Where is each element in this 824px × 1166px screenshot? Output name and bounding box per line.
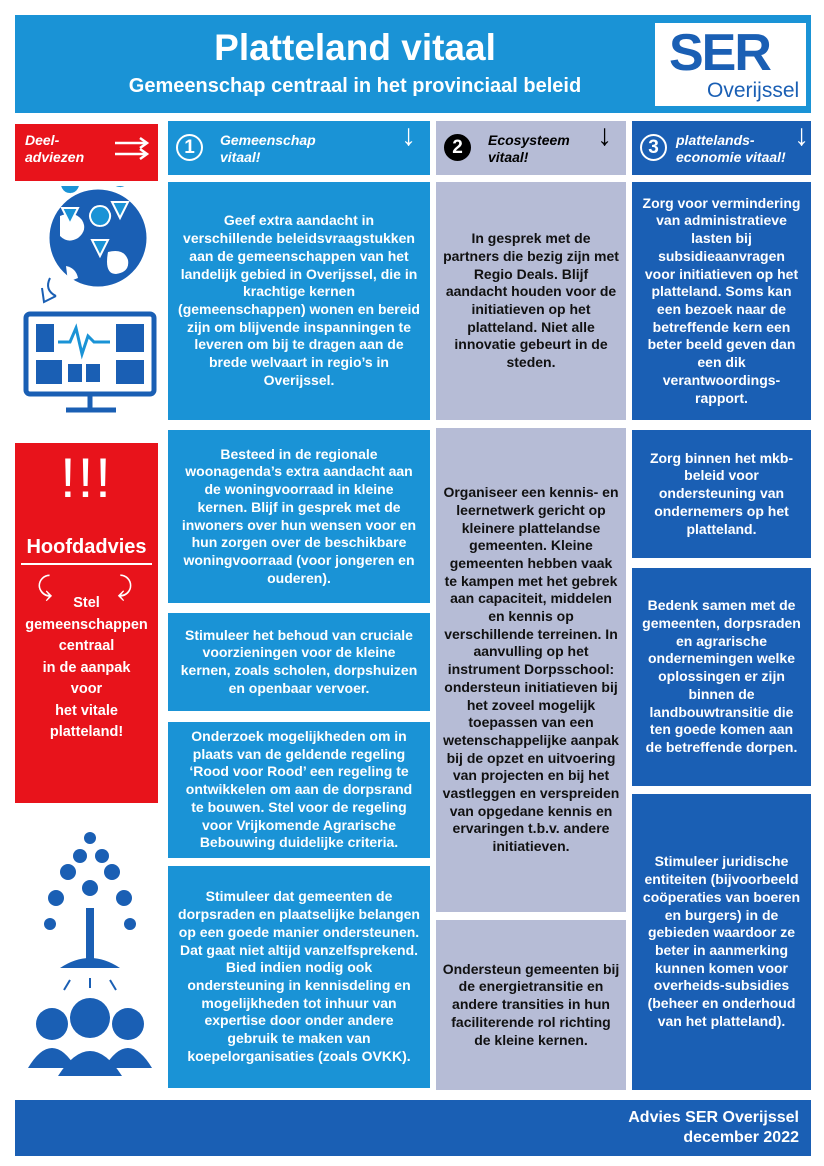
ser-logo xyxy=(655,23,806,106)
arrow-down-icon: ↓ xyxy=(794,119,809,152)
arrow-down-icon: ↓ xyxy=(597,119,612,152)
curved-arrow-left-icon: ⤹ xyxy=(37,571,53,601)
column-header-2 xyxy=(436,121,626,175)
divider xyxy=(21,563,152,565)
advice-box-col1-3: Stimuleer het behoud van cruciale voorzieningen voor de kleine kernen, zoals scholen, dorpshuizen en openbaar vervoer. xyxy=(168,613,430,711)
column-number-1: 1 xyxy=(176,134,203,161)
advice-box-col3-2: Zorg binnen het mkb-beleid voor ondersteuning van ondernemers op het platteland. xyxy=(632,430,811,558)
column-header-1 xyxy=(168,121,430,175)
column-label-1: Gemeenschap vitaal! xyxy=(220,132,316,165)
arrow-down-icon: ↓ xyxy=(401,119,416,152)
advice-box-col2-3: Ondersteun gemeenten bij de energietransitie en andere transities in hun faciliterende rol richting de kleine kernen. xyxy=(436,920,626,1090)
hoofdadvies-panel xyxy=(15,443,158,803)
advice-box-col3-4: Stimuleer juridische entiteiten (bijvoorbeeld coöperaties van boeren en burgers) in de gebieden waardoor ze beter in aanmerking kunnen komen voor overheids-subsidies (beheer en onderhoud van het platteland). xyxy=(632,794,811,1090)
hoofdadvies-title: Hoofdadvies xyxy=(26,536,147,558)
advice-box-col3-1: Zorg voor vermindering van administratieve lasten bij subsidieaanvragen voor initiatieven op het platteland. Soms kan een bezoek naar de betreffende kern een beter beeld geven dan een dik verantwoordings-rapport. xyxy=(632,182,811,420)
advice-box-col2-2: Organiseer een kennis- en leernetwerk gericht op kleinere plattelandse gemeenten. Kleine gemeenten hebben vaak te kampen met het gebrek aan capaciteit, middelen en kennis op verschillende terreinen. In aanvulling op het instrument Dorpsschool: ondersteun initiatieven bij het zoveel mogelijk toepassen van een wetenschappelijke aanpak bij de opzet en uitvoering van projecten en bij het vastleggen en verspreiden van opgedane kennis en ervaringen t.b.v. andere initiatieven. xyxy=(436,428,626,912)
deeladviezen-label xyxy=(15,124,158,181)
advice-box-col1-5: Stimuleer dat gemeenten de dorpsraden en plaatselijke belangen op een goede manier ondersteunen. Dat gaat niet altijd vanzelfsprekend. Bied indien nodig ook ondersteuning in kennisdeling en mogelijkheden tot inhuur van expertise door onder andere gebruik te maken van koepelorganisaties (zoals OVKK). xyxy=(168,866,430,1088)
deeladviezen-line2: adviezen xyxy=(25,149,85,165)
advice-box-col1-1: Geef extra aandacht in verschillende beleidsvraagstukken aan de gemeenschappen van het landelijk gebied in Overijssel, die in krachtige kernen (gemeenschappen) wonen en bereid zijn om blijvende inspanningen te leveren om bij te dragen aan de brede welvaart in regio’s in Overijssel. xyxy=(168,182,430,420)
globe-dashboard-icon xyxy=(20,186,160,416)
hoofdadvies-text: Stel gemeenschappen centraal in de aanpak voor het vitale platteland! xyxy=(25,595,148,740)
exclamation-icon: !!! xyxy=(60,446,113,509)
advice-box-col2-1: In gesprek met de partners die bezig zijn met Regio Deals. Blijf aandacht houden voor de initiatieven op het platteland. Niet alle innovatie gebeurt in de steden. xyxy=(436,182,626,420)
page-title: Platteland vitaal xyxy=(214,27,496,68)
double-arrow-right-icon xyxy=(113,136,151,160)
footer-banner xyxy=(15,1100,811,1156)
footer-line2: december 2022 xyxy=(683,1129,799,1146)
column-label-2: Ecosysteem vitaal! xyxy=(488,132,570,165)
deeladviezen-line1: Deel- xyxy=(25,132,60,148)
community-tree-icon xyxy=(20,828,160,1078)
column-label-3: plattelands- economie vitaal! xyxy=(676,132,786,165)
footer-line1: Advies SER Overijssel xyxy=(628,1109,799,1126)
advice-box-col1-2: Besteed in de regionale woonagenda’s extra aandacht aan de woningvoorraad in kleine kernen. Blijf in gesprek met de inwoners over hun wensen voor en hun zorgen over de beschikbare woningvoorraad (voor jongeren en ouderen). xyxy=(168,430,430,603)
advice-box-col3-3: Bedenk samen met de gemeenten, dorpsraden en agrarische ondernemingen welke oplossingen er zijn binnen de landbouwtransitie die ten goede komen aan de betreffende dorpen. xyxy=(632,568,811,786)
page-subtitle: Gemeenschap centraal in het provinciaal beleid xyxy=(128,75,582,97)
logo-main-text: SER xyxy=(669,24,770,82)
curved-arrow-right-icon: ⤸ xyxy=(117,571,133,601)
logo-sub-text: Overijssel xyxy=(707,79,800,102)
advice-box-col1-4: Onderzoek mogelijkheden om in plaats van de geldende regeling ‘Rood voor Rood’ een regeling te ontwikkelen om aan de dorpsrand te bouwen. Stel voor de regeling voor Vrijkomende Agrarische Bebouwing duidelijke criteria. xyxy=(168,722,430,858)
column-number-3: 3 xyxy=(640,134,667,161)
column-number-2: 2 xyxy=(444,134,471,161)
column-header-3 xyxy=(632,121,811,175)
